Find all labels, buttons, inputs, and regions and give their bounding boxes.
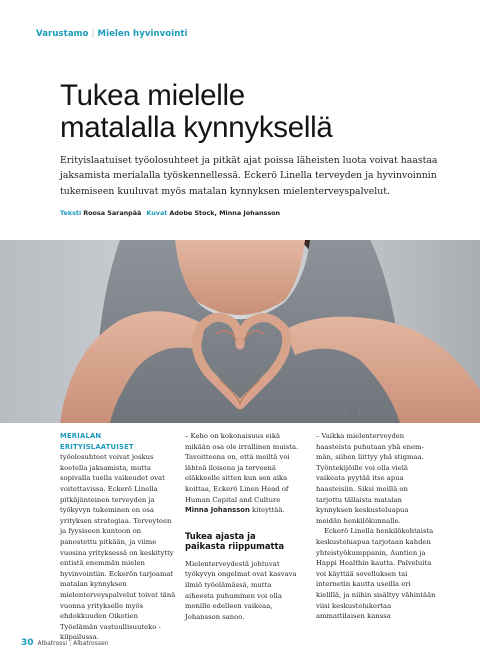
column-2-text-b: kiteyttää. (249, 506, 285, 515)
body-column-3 (316, 431, 436, 622)
credit-photo-value: Adobe Stock, Minna Johansson (169, 209, 281, 217)
magazine-name-fi: Albatrossi (37, 640, 68, 647)
section-heading: Tukea ajasta ja paikasta riippumatta (185, 530, 285, 552)
credit-photo-label: Kuvat (146, 209, 168, 217)
column-2-text-a: – Keho on kokonaisuus eikä mikään osa ole irrallinen muista. Tavoitteena on, että meiltä voi lähteä iloisena ja terveenä eläkkeelle sitten kun sen aika koittaa, Eckerö Linen Head of Human Capital and Culture (185, 432, 299, 504)
page-footer (21, 638, 108, 648)
column-3-text-a: – Vaikka mielenterveyden haasteista puhutaan yhä enemmän, siihen liittyy yhä stigmaa. Työntekijöille voi olla vielä vaikeata pyytää itse apua haasteisiin. Siksi meillä on tarjottu tällaista matalan kynnyksen keskusteluapua meidän henkilökunnalle. (316, 432, 424, 525)
body-column-2 (185, 431, 301, 622)
magazine-name-sv: Albatrossen (73, 640, 109, 647)
section-label: Varustamo (36, 29, 89, 39)
article-credits (60, 209, 283, 217)
column-2-text-c: Mielenterveydestä johtuvat työkyvyn ongelmat ovat kasvava ilmiö työelämässä, mutta aiheesta puhuminen voi olla monille edelleen vaikeaa, Johansson sanoo. (185, 559, 297, 621)
footer-separator: | (69, 640, 72, 647)
hero-photo (0, 240, 480, 423)
column-1-text: työolosuhteet voivat joskus koetella jaksamista, mutta sopivalla tuella vaikeudet ovat voitettavissa. Eckerö Linella pitkäjänteinen terveyden ja työkyvyn tukeminen on osa yrityksen strategiaa. Terveyteen ja fyysiseen kuntoon on panostettu pitkään, ja viime vuosina yrityksessä on keskitytty entistä enemmän mielen hyvinvointiin. Eckerön tarjoamat matalan kynnyksen mielenterveyspalvelut toivat tänä vuonna yritykselle myös ehdokkuuden Oikotien Työelämän vastuullisuuteko -kilpailussa. (60, 453, 176, 642)
body-column-1 (60, 431, 176, 643)
photo-hands-heart-shape (0, 240, 480, 423)
column-subhead: MERIALAN ERITYISLAATUISET (60, 432, 134, 451)
page-number: 30 (21, 638, 34, 648)
title-line-2: matalalla kynnyksellä (60, 111, 333, 144)
credit-text-value: Roosa Saranpää (83, 209, 142, 217)
article-title (60, 80, 460, 144)
subsection-label: Mielen hyvinvointi (97, 29, 188, 39)
section-kicker (36, 29, 188, 39)
article-lead: Erityislaatuiset työolosuhteet ja pitkät ajat poissa läheisten luota voivat haastaa jaksamista merialalla työskennellessä. Eckerö Linella terveyden ja hyvinvoinnin tukemiseen kuuluvat myös matalan kynnyksen mielenterveyspalvelut. (60, 155, 438, 197)
quoted-person-name: Minna Johansson (185, 506, 250, 515)
kicker-separator: | (91, 29, 95, 39)
credit-text-label: Teksti (60, 209, 82, 217)
title-line-1: Tukea mielelle (60, 79, 245, 112)
column-3-text-b: Eckerö Linella henkilökohtaista keskusteluapua tarjotaan kahden yhteistyökumppanin, Auntien ja Happi Healthin kautta. Palveluita voi käyttää sovelluksen tai internetin kautta useilla eri kielillä, ja niihin sisältyy vähintään viisi keskustelukertaa ammattilaisen kanssa (316, 527, 436, 621)
